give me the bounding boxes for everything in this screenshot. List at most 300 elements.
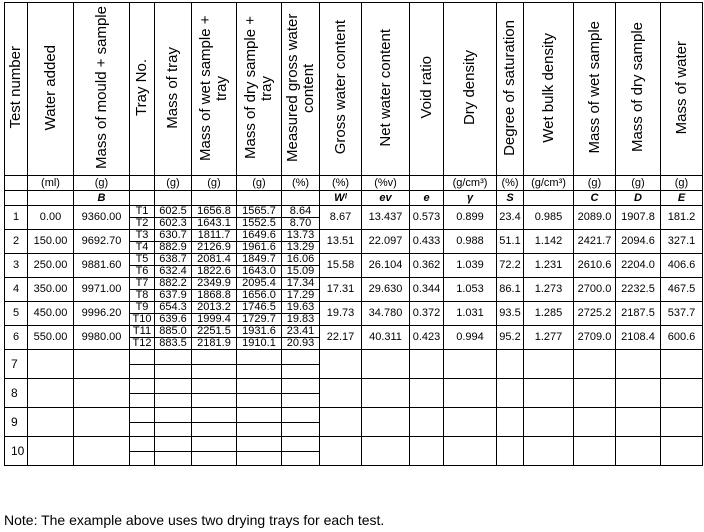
column-header-label: Mass of water (672, 40, 690, 135)
tray-no-cell: T3 (130, 230, 155, 242)
s-cell: 72.2 (497, 254, 524, 278)
tray-wet-cell: 1822.6 (192, 266, 237, 278)
empty-cell (282, 350, 320, 365)
tray-dry-cell: 1931.6 (237, 326, 282, 338)
ew-cell: 467.5 (661, 278, 703, 302)
column-header-label: Mass of mould + sample (92, 6, 110, 169)
unit-cell (130, 176, 155, 191)
nwc-cell: 22.097 (362, 230, 410, 254)
column-header (616, 3, 661, 176)
tray-dry-cell: 1961.6 (237, 242, 282, 254)
empty-cell (574, 408, 616, 437)
empty-cell (410, 437, 444, 466)
empty-cell (74, 379, 130, 408)
gwc-cell: 8.67 (320, 206, 362, 230)
empty-cell (130, 408, 155, 423)
table-row (5, 302, 703, 314)
empty-cell (497, 350, 524, 379)
column-header-label: Measured gross water content (283, 13, 317, 162)
column-header (282, 3, 320, 176)
empty-cell (282, 437, 320, 452)
tray-wet-cell: 2013.2 (192, 302, 237, 314)
tray-no-cell: T2 (130, 218, 155, 230)
tray-no-cell: T12 (130, 338, 155, 350)
gwc-cell: 13.51 (320, 230, 362, 254)
empty-cell (192, 379, 237, 394)
tray-tray-cell: 882.2 (155, 278, 192, 290)
wbd-cell: 1.273 (524, 278, 574, 302)
empty-cell (192, 408, 237, 423)
empty-cell (192, 393, 237, 408)
table-note: Note: The example above uses two drying trays for each test. (4, 512, 385, 528)
empty-cell (320, 379, 362, 408)
column-header (28, 3, 74, 176)
empty-cell (155, 364, 192, 379)
tray-no-cell: T11 (130, 326, 155, 338)
column-header-label: Mass of wet sample + tray (197, 14, 230, 161)
symbol-cell: Wᴵ (320, 191, 362, 206)
empty-cell (74, 437, 130, 466)
empty-cell (444, 437, 497, 466)
empty-row (5, 350, 703, 365)
column-header (362, 3, 410, 176)
unit-cell: (ml) (28, 176, 74, 191)
empty-cell (410, 408, 444, 437)
gwc-cell: 15.58 (320, 254, 362, 278)
empty-cell (28, 408, 74, 437)
symbol-cell (192, 191, 237, 206)
empty-cell (130, 379, 155, 394)
test-number-cell: 5 (5, 302, 28, 326)
unit-cell: (g/cm³) (524, 176, 574, 191)
test-number-cell: 4 (5, 278, 28, 302)
tray-wet-cell: 1656.8 (192, 206, 237, 218)
dd-cell: 0.988 (444, 230, 497, 254)
tray-mwc-cell: 19.83 (282, 314, 320, 326)
empty-cell (192, 364, 237, 379)
s-cell: 86.1 (497, 278, 524, 302)
empty-cell (237, 393, 282, 408)
tray-mwc-cell: 13.73 (282, 230, 320, 242)
empty-cell (497, 408, 524, 437)
symbol-cell (28, 191, 74, 206)
nwc-cell: 26.104 (362, 254, 410, 278)
e-cell: 0.573 (410, 206, 444, 230)
unit-cell: (g) (74, 176, 130, 191)
tray-tray-cell: 883.5 (155, 338, 192, 350)
empty-cell (661, 350, 703, 379)
empty-cell (524, 437, 574, 466)
symbol-cell (237, 191, 282, 206)
tray-tray-cell: 638.7 (155, 254, 192, 266)
tray-no-cell: T10 (130, 314, 155, 326)
symbol-cell (282, 191, 320, 206)
empty-cell (282, 364, 320, 379)
water-added-cell: 350.00 (28, 278, 74, 302)
test-number-cell: 7 (5, 350, 28, 379)
empty-cell (362, 437, 410, 466)
column-header-label: Degree of saturation (501, 19, 518, 156)
symbol-cell: S (497, 191, 524, 206)
d-cell: 2187.5 (616, 302, 661, 326)
empty-cell (616, 437, 661, 466)
mould-mass-cell: 9971.00 (74, 278, 130, 302)
column-header (74, 3, 130, 176)
empty-cell (574, 350, 616, 379)
mould-mass-cell: 9692.70 (74, 230, 130, 254)
d-cell: 2094.6 (616, 230, 661, 254)
empty-cell (130, 393, 155, 408)
c-cell: 2089.0 (574, 206, 616, 230)
tray-wet-cell: 1811.7 (192, 230, 237, 242)
empty-cell (497, 379, 524, 408)
empty-cell (574, 437, 616, 466)
tray-dry-cell: 1746.5 (237, 302, 282, 314)
tray-wet-cell: 1643.1 (192, 218, 237, 230)
tray-mwc-cell: 8.70 (282, 218, 320, 230)
empty-cell (444, 408, 497, 437)
tray-wet-cell: 2349.9 (192, 278, 237, 290)
column-header-label: Water added (41, 44, 59, 131)
column-header-label: Tray No. (133, 59, 150, 116)
empty-cell (282, 379, 320, 394)
wbd-cell: 0.985 (524, 206, 574, 230)
e-cell: 0.362 (410, 254, 444, 278)
empty-cell (362, 379, 410, 408)
tray-mwc-cell: 15.09 (282, 266, 320, 278)
e-cell: 0.423 (410, 326, 444, 350)
empty-cell (362, 350, 410, 379)
unit-cell: (%) (320, 176, 362, 191)
empty-cell (524, 408, 574, 437)
test-number-cell: 1 (5, 206, 28, 230)
tray-wet-cell: 2251.5 (192, 326, 237, 338)
gwc-cell: 22.17 (320, 326, 362, 350)
tray-mwc-cell: 8.64 (282, 206, 320, 218)
dd-cell: 1.053 (444, 278, 497, 302)
d-cell: 2204.0 (616, 254, 661, 278)
s-cell: 23.4 (497, 206, 524, 230)
empty-cell (410, 350, 444, 379)
test-number-cell: 8 (5, 379, 28, 408)
wbd-cell: 1.277 (524, 326, 574, 350)
column-header (320, 3, 362, 176)
e-cell: 0.372 (410, 302, 444, 326)
empty-cell (192, 451, 237, 466)
empty-cell (574, 379, 616, 408)
empty-cell (444, 350, 497, 379)
column-header (410, 3, 444, 176)
empty-cell (661, 437, 703, 466)
empty-cell (661, 408, 703, 437)
nwc-cell: 40.311 (362, 326, 410, 350)
column-header-label: Mass of wet sample (585, 21, 603, 154)
unit-cell (410, 176, 444, 191)
tray-dry-cell: 1729.7 (237, 314, 282, 326)
empty-cell (192, 437, 237, 452)
column-header (524, 3, 574, 176)
column-header (5, 3, 28, 176)
s-cell: 95.2 (497, 326, 524, 350)
unit-cell: (g) (155, 176, 192, 191)
gwc-cell: 17.31 (320, 278, 362, 302)
symbol-cell (130, 191, 155, 206)
water-added-cell: 250.00 (28, 254, 74, 278)
empty-cell (155, 451, 192, 466)
empty-cell (410, 379, 444, 408)
c-cell: 2610.6 (574, 254, 616, 278)
tray-mwc-cell: 20.93 (282, 338, 320, 350)
empty-cell (155, 408, 192, 423)
d-cell: 2232.5 (616, 278, 661, 302)
symbol-cell: D (616, 191, 661, 206)
e-cell: 0.344 (410, 278, 444, 302)
ew-cell: 600.6 (661, 326, 703, 350)
column-header-label: Dry density (461, 49, 478, 126)
empty-row (5, 437, 703, 452)
tray-dry-cell: 1552.5 (237, 218, 282, 230)
dd-cell: 1.039 (444, 254, 497, 278)
tray-no-cell: T9 (130, 302, 155, 314)
empty-cell (130, 422, 155, 437)
empty-cell (192, 422, 237, 437)
empty-cell (320, 408, 362, 437)
ew-cell: 327.1 (661, 230, 703, 254)
tray-dry-cell: 1910.1 (237, 338, 282, 350)
empty-cell (444, 379, 497, 408)
column-header (192, 3, 237, 176)
empty-cell (237, 451, 282, 466)
empty-cell (237, 350, 282, 365)
empty-row (5, 408, 703, 423)
tray-dry-cell: 1649.6 (237, 230, 282, 242)
c-cell: 2421.7 (574, 230, 616, 254)
tray-tray-cell: 654.3 (155, 302, 192, 314)
dd-cell: 1.031 (444, 302, 497, 326)
water-added-cell: 450.00 (28, 302, 74, 326)
tray-no-cell: T8 (130, 290, 155, 302)
tray-wet-cell: 2081.4 (192, 254, 237, 266)
e-cell: 0.433 (410, 230, 444, 254)
water-added-cell: 550.00 (28, 326, 74, 350)
test-number-cell: 3 (5, 254, 28, 278)
empty-cell (155, 437, 192, 452)
table-row (5, 254, 703, 266)
tray-tray-cell: 639.6 (155, 314, 192, 326)
tray-wet-cell: 1868.8 (192, 290, 237, 302)
tray-mwc-cell: 17.29 (282, 290, 320, 302)
table-row (5, 278, 703, 290)
symbol-cell (524, 191, 574, 206)
empty-cell (320, 350, 362, 379)
tray-no-cell: T7 (130, 278, 155, 290)
column-header-label: Gross water content (331, 20, 349, 155)
s-cell: 93.5 (497, 302, 524, 326)
empty-cell (192, 350, 237, 365)
empty-cell (320, 437, 362, 466)
tray-mwc-cell: 13.29 (282, 242, 320, 254)
tray-wet-cell: 1999.4 (192, 314, 237, 326)
c-cell: 2725.2 (574, 302, 616, 326)
empty-cell (282, 408, 320, 423)
symbol-cell: C (574, 191, 616, 206)
column-header-label: Net water content (376, 28, 394, 147)
s-cell: 51.1 (497, 230, 524, 254)
empty-cell (130, 451, 155, 466)
symbol-cell: e (410, 191, 444, 206)
mould-mass-cell: 9980.00 (74, 326, 130, 350)
ew-cell: 181.2 (661, 206, 703, 230)
empty-cell (237, 364, 282, 379)
water-added-cell: 150.00 (28, 230, 74, 254)
nwc-cell: 29.630 (362, 278, 410, 302)
empty-cell (130, 350, 155, 365)
empty-row (5, 379, 703, 394)
c-cell: 2700.0 (574, 278, 616, 302)
column-header-label: Wet bulk density (539, 32, 557, 143)
wbd-cell: 1.231 (524, 254, 574, 278)
empty-cell (282, 451, 320, 466)
test-number-cell: 2 (5, 230, 28, 254)
unit-cell: (g/cm³) (444, 176, 497, 191)
symbol-cell: γ (444, 191, 497, 206)
empty-cell (155, 379, 192, 394)
empty-cell (497, 437, 524, 466)
tray-mwc-cell: 23.41 (282, 326, 320, 338)
units-row (5, 176, 703, 191)
c-cell: 2709.0 (574, 326, 616, 350)
unit-cell: (g) (237, 176, 282, 191)
column-header-label: Mass of dry sample + tray (242, 16, 275, 159)
empty-cell (524, 379, 574, 408)
column-header (237, 3, 282, 176)
table-row (5, 326, 703, 338)
tray-tray-cell: 637.9 (155, 290, 192, 302)
tray-tray-cell: 885.0 (155, 326, 192, 338)
tray-mwc-cell: 19.63 (282, 302, 320, 314)
tray-tray-cell: 602.5 (155, 206, 192, 218)
unit-cell: (%) (497, 176, 524, 191)
tray-dry-cell: 1656.0 (237, 290, 282, 302)
symbol-cell: E (661, 191, 703, 206)
mould-mass-cell: 9360.00 (74, 206, 130, 230)
tray-no-cell: T6 (130, 266, 155, 278)
column-header-label: Test number (7, 46, 24, 129)
gwc-cell: 19.73 (320, 302, 362, 326)
wbd-cell: 1.142 (524, 230, 574, 254)
empty-cell (616, 408, 661, 437)
unit-cell: (g) (661, 176, 703, 191)
header-row (5, 3, 703, 176)
column-header (661, 3, 703, 176)
empty-cell (661, 379, 703, 408)
symbol-cell (5, 191, 28, 206)
dd-cell: 0.994 (444, 326, 497, 350)
tray-dry-cell: 1643.0 (237, 266, 282, 278)
test-number-cell: 6 (5, 326, 28, 350)
tray-dry-cell: 1565.7 (237, 206, 282, 218)
mould-mass-cell: 9996.20 (74, 302, 130, 326)
empty-cell (282, 393, 320, 408)
mould-mass-cell: 9881.60 (74, 254, 130, 278)
empty-cell (74, 408, 130, 437)
column-header (574, 3, 616, 176)
unit-cell (5, 176, 28, 191)
tray-wet-cell: 2126.9 (192, 242, 237, 254)
empty-cell (616, 379, 661, 408)
tray-tray-cell: 632.4 (155, 266, 192, 278)
d-cell: 1907.8 (616, 206, 661, 230)
empty-cell (130, 364, 155, 379)
empty-cell (155, 422, 192, 437)
tray-no-cell: T5 (130, 254, 155, 266)
unit-cell: (g) (616, 176, 661, 191)
column-header-label: Mass of tray (164, 46, 181, 129)
empty-cell (237, 422, 282, 437)
empty-cell (28, 437, 74, 466)
unit-cell: (g) (192, 176, 237, 191)
tray-no-cell: T1 (130, 206, 155, 218)
empty-cell (130, 437, 155, 452)
ew-cell: 406.6 (661, 254, 703, 278)
column-header (444, 3, 497, 176)
table-row (5, 206, 703, 218)
unit-cell: (g) (574, 176, 616, 191)
empty-cell (237, 408, 282, 423)
symbol-cell: ev (362, 191, 410, 206)
column-header (497, 3, 524, 176)
empty-cell (28, 350, 74, 379)
unit-cell: (%) (282, 176, 320, 191)
compaction-test-table (4, 2, 703, 466)
d-cell: 2108.4 (616, 326, 661, 350)
column-header-label: Mass of dry sample (629, 22, 646, 153)
tray-dry-cell: 1849.7 (237, 254, 282, 266)
nwc-cell: 13.437 (362, 206, 410, 230)
table-row (5, 230, 703, 242)
ew-cell: 537.7 (661, 302, 703, 326)
symbol-cell: B (74, 191, 130, 206)
column-header (155, 3, 192, 176)
tray-wet-cell: 2181.9 (192, 338, 237, 350)
tray-dry-cell: 2095.4 (237, 278, 282, 290)
test-number-cell: 9 (5, 408, 28, 437)
symbol-cell (155, 191, 192, 206)
empty-cell (74, 350, 130, 379)
empty-cell (524, 350, 574, 379)
tray-tray-cell: 630.7 (155, 230, 192, 242)
empty-cell (28, 379, 74, 408)
symbols-row (5, 191, 703, 206)
empty-cell (155, 393, 192, 408)
column-header-label: Void ratio (417, 56, 435, 119)
column-header (130, 3, 155, 176)
empty-cell (362, 408, 410, 437)
wbd-cell: 1.285 (524, 302, 574, 326)
tray-no-cell: T4 (130, 242, 155, 254)
nwc-cell: 34.780 (362, 302, 410, 326)
empty-cell (616, 350, 661, 379)
empty-cell (155, 350, 192, 365)
water-added-cell: 0.00 (28, 206, 74, 230)
empty-cell (237, 437, 282, 452)
empty-cell (282, 422, 320, 437)
tray-mwc-cell: 16.06 (282, 254, 320, 266)
tray-tray-cell: 602.3 (155, 218, 192, 230)
unit-cell: (%v) (362, 176, 410, 191)
test-number-cell: 10 (5, 437, 28, 466)
empty-cell (237, 379, 282, 394)
